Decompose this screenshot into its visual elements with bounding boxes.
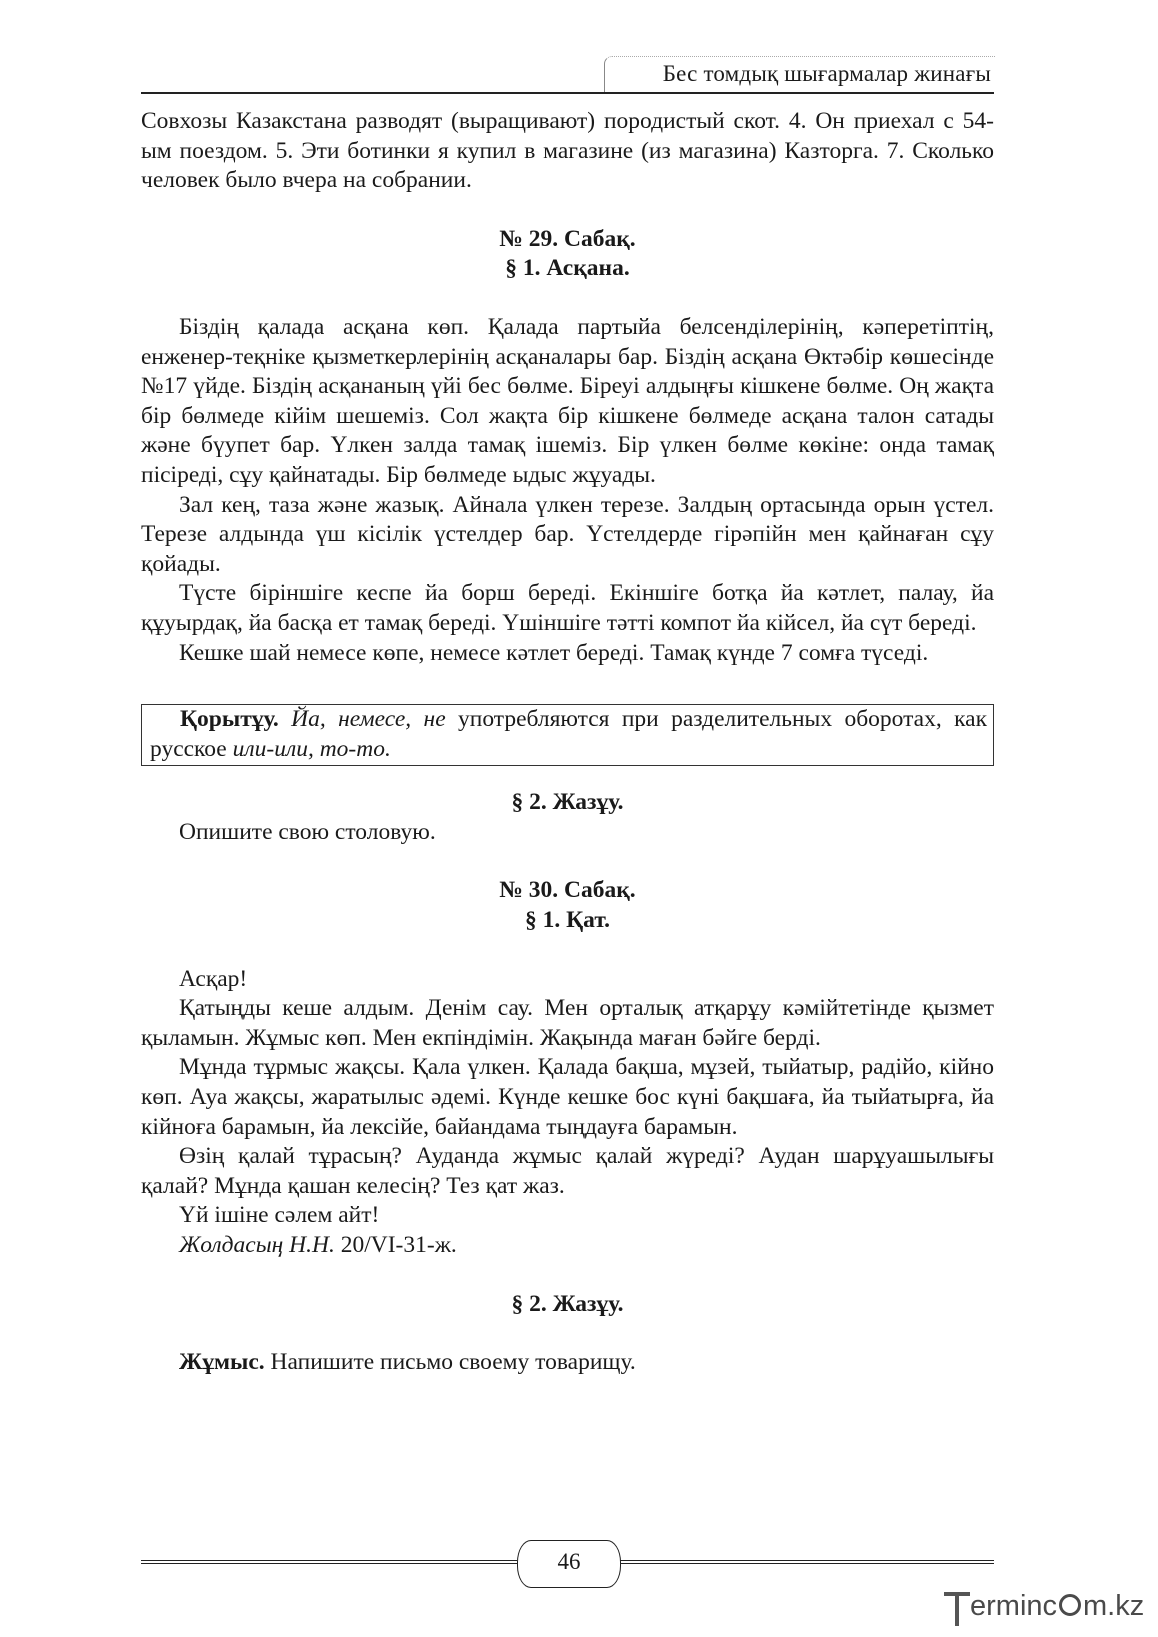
- lesson-30-section-2-title: § 2. Жазұу.: [511, 1290, 624, 1317]
- paragraph: Зал кең, таза және жазық. Айнала үлкен терезе. Залдың ортасында орын үстел. Терезе алдында үш кісілік үстелдер бар. Үстелдерде гірәпійн мен қайнаған сұу қойады.: [141, 491, 994, 577]
- running-title: Бес томдық шығармалар жинағы: [662, 61, 991, 86]
- note-lead: Қорытұу.: [180, 706, 279, 733]
- letter-signature: [141, 1231, 994, 1261]
- paragraph: Түсте біріншіге кеспе йа борш береді. Екіншіге ботқа йа кәтлет, палау, йа құуырдақ, йа басқа ет тамақ береді. Үшіншіге тәтті компот йа кійсел, йа сүт береді.: [141, 580, 994, 636]
- paragraph: Біздің қалада асқана көп. Қалада партыйа белсенділерінің, кәперетіптің, енженер-теқніке қызметкерлерінің асқаналары бар. Біздің асқана Өктәбір көшесінде №17 үйде. Біздің асқананың үйі бес бөлме. Біреуі алдыңғы кішкене бөлме. Оң жақта бір бөлмеде кійім шешеміз. Сол жақта бір кішкене бөлмеде асқана талон сатады және бүупет бар. Үлкен залда тамақ ішеміз. Бір үлкен бөлме көкіне: онда тамақ пісіреді, сұу қайнатады. Бір бөлмеде ыдыс жұуады.: [141, 313, 994, 488]
- letter-line: Үй ішіне сәлем айт!: [179, 1202, 380, 1229]
- task-text: Напишите письмо своему товарищу.: [264, 1349, 636, 1376]
- paragraph: Кешке шай немесе көпе, немесе кәтлет береді. Тамақ күнде 7 сомға түседі.: [179, 639, 929, 666]
- note-text: употребляются при разделительных оборотах, как русское: [150, 706, 988, 762]
- lesson-30-section-1-title: § 1. Қат.: [525, 907, 610, 934]
- lesson-29-section-2-text: Опишите свою столовую.: [179, 818, 436, 845]
- lesson-29-section-2-title: § 2. Жазұу.: [511, 789, 624, 816]
- footer-rule-right: [619, 1560, 994, 1564]
- watermark-text: erminc m.kz: [970, 1590, 1145, 1622]
- letter-text: [141, 965, 994, 1261]
- grammar-note-box: [141, 704, 994, 766]
- lesson-29-text: [141, 313, 994, 668]
- signature-date: 20/VI-31-ж.: [334, 1232, 457, 1258]
- page-number: 46: [557, 1549, 581, 1574]
- page-number-box: [517, 1540, 621, 1588]
- lesson-29-title: № 29. Сабақ.: [499, 225, 636, 252]
- lesson-29-section-1-title: § 1. Асқана.: [505, 255, 630, 282]
- note-italic-words: Йа, немесе, не: [291, 706, 446, 733]
- page-content: [141, 107, 994, 1378]
- signature-name: Жолдасың Н.Н.: [179, 1232, 335, 1258]
- lesson-30-title: № 30. Сабақ.: [499, 877, 636, 904]
- letter-line: Мұнда тұрмыс жақсы. Қала үлкен. Қалада бақша, мұзей, тыйатыр, радійо, кійно көп. Ауа жақсы, жаратылыс әдемі. Күнде кешке бос күні бақшаға, йа тыйатырға, йа кійноға барамын, йа лексійе, байандама тыңдауға барамын.: [141, 1054, 994, 1140]
- letter-line: Асқар!: [179, 965, 248, 992]
- footer-rule-left: [141, 1560, 517, 1564]
- task-lead: Жұмыс.: [179, 1349, 265, 1376]
- letter-line: Өзің қалай тұрасың? Ауданда жұмыс қалай жүреді? Аудан шарұуашылығы қалай? Мұнда қашан келесің? Тез қат жаз.: [141, 1143, 994, 1199]
- intro-paragraph: Совхозы Казакстана разводят (выращивают) породистый скот. 4. Он приехал с 54-ым поездом. 5. Эти ботинки я купил в магазине (из магазина) Казторга. 7. Сколько человек было вчера на собрании.: [141, 108, 994, 194]
- header-rule: [141, 92, 994, 94]
- watermark-logo-t-icon: [944, 1592, 970, 1626]
- lesson-30-task: [141, 1348, 994, 1378]
- letter-line: Қатыңды кеше алдым. Денім сау. Мен орталық атқарұу кәмійтетінде қызмет қыламын. Жұмыс көп. Мен екпіндімін. Жақында маған бәйге берді.: [141, 995, 994, 1051]
- grammar-note: [150, 705, 987, 764]
- running-header: [604, 56, 995, 93]
- note-italic-tail: или-или, то-то.: [232, 735, 391, 762]
- site-watermark: [944, 1590, 1152, 1630]
- search-icon: [1059, 1594, 1081, 1616]
